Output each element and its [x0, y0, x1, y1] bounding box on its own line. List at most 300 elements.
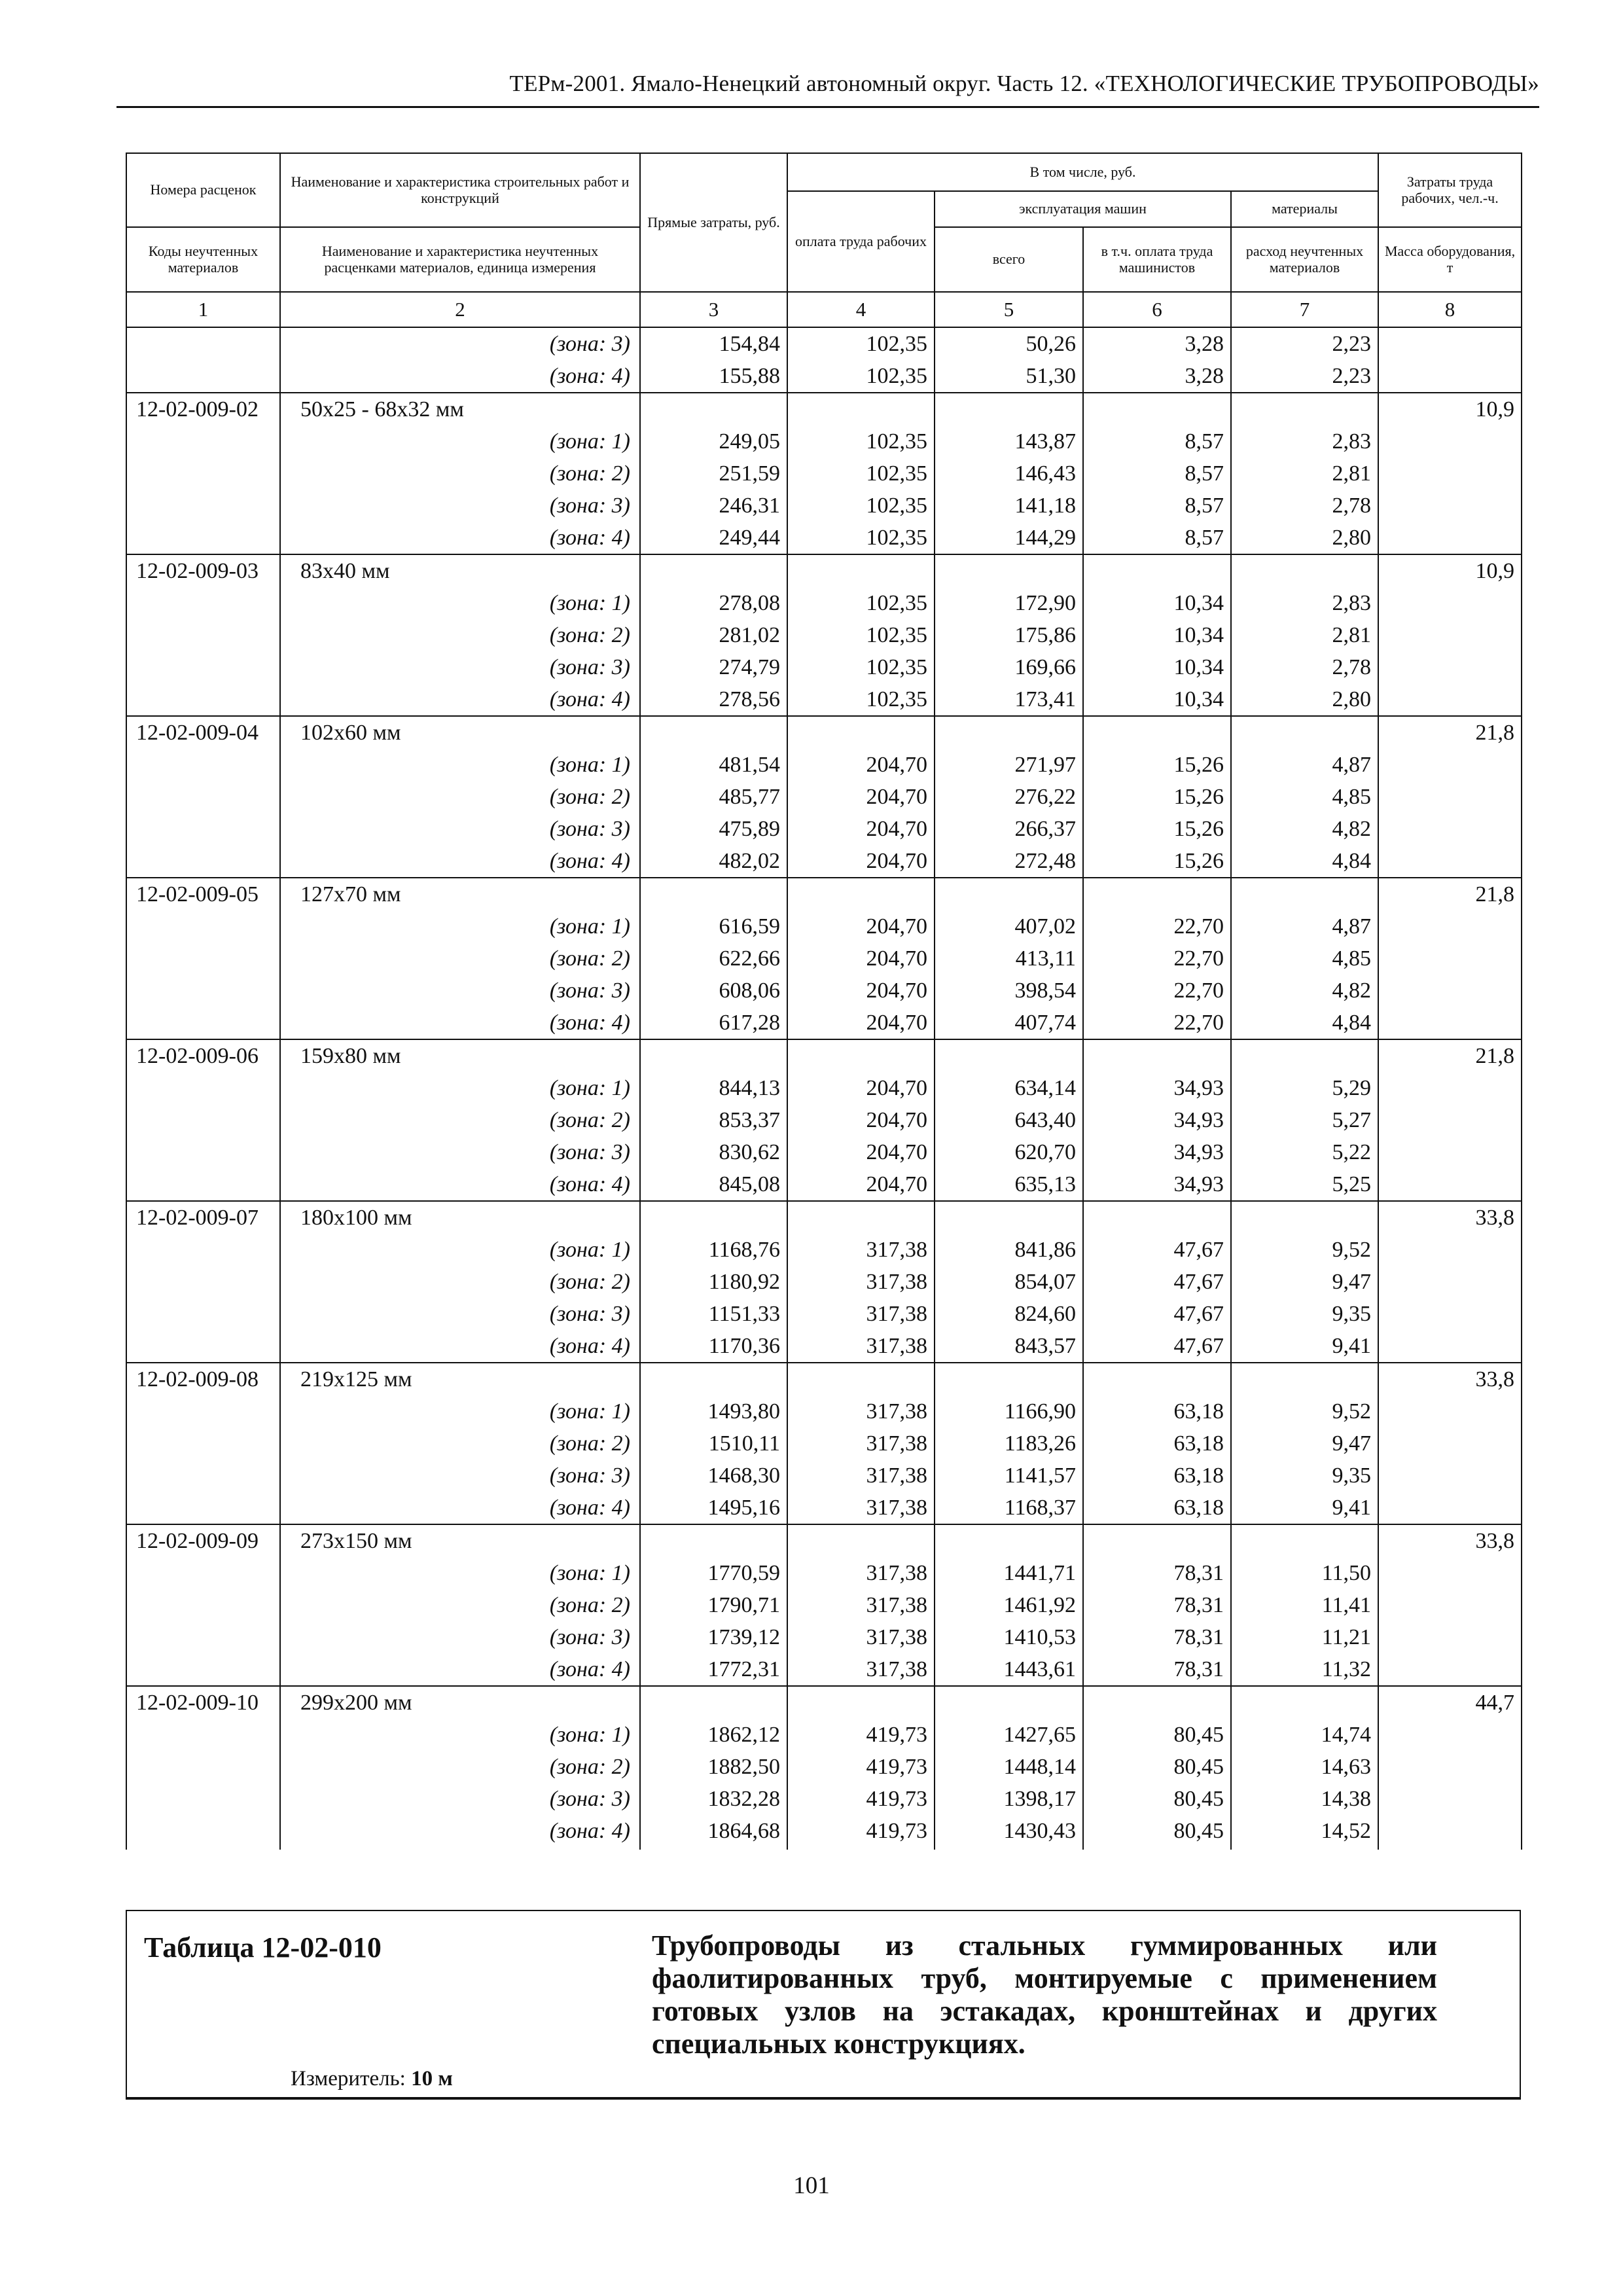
table-row — [126, 1460, 1522, 1492]
machines-total-cell: 146,43 — [935, 457, 1083, 490]
operators-pay-cell: 10,34 — [1083, 587, 1231, 619]
materials-cell: 2,81 — [1231, 619, 1378, 651]
labor-hours-cell — [1378, 1007, 1522, 1039]
zone-cell: (зона: 4) — [280, 1653, 640, 1686]
table-row — [126, 425, 1522, 457]
table-row — [126, 878, 1522, 910]
materials-cell: 9,52 — [1231, 1395, 1378, 1427]
materials-cell: 4,87 — [1231, 910, 1378, 942]
zone-cell: (зона: 4) — [280, 1815, 640, 1850]
direct-cost-cell: 617,28 — [640, 1007, 787, 1039]
labor-hours-cell — [1378, 1783, 1522, 1815]
zone-cell: (зона: 2) — [280, 619, 640, 651]
direct-cost-cell: 485,77 — [640, 781, 787, 813]
column-number: 8 — [1378, 292, 1522, 327]
direct-cost-cell: 608,06 — [640, 975, 787, 1007]
table-row — [126, 1298, 1522, 1330]
operators-pay-cell: 3,28 — [1083, 327, 1231, 360]
direct-cost-cell — [640, 716, 787, 749]
table-row — [126, 1653, 1522, 1686]
operators-pay-cell: 47,67 — [1083, 1266, 1231, 1298]
machines-total-cell: 854,07 — [935, 1266, 1083, 1298]
labor-pay-cell — [787, 1039, 935, 1072]
labor-pay-cell — [787, 1363, 935, 1395]
direct-cost-cell: 1864,68 — [640, 1815, 787, 1850]
direct-cost-cell: 1739,12 — [640, 1621, 787, 1653]
header-labor-pay: оплата труда рабочих — [787, 191, 935, 292]
header-rate-number: Номера расценок — [126, 153, 280, 227]
header-machine-operation: эксплуатация машин — [935, 191, 1231, 227]
pipe-size-cell: 102x60 мм — [280, 716, 640, 749]
labor-pay-cell — [787, 554, 935, 587]
rate-code-cell — [126, 327, 280, 360]
rate-code-cell — [126, 1427, 280, 1460]
labor-pay-cell: 419,73 — [787, 1719, 935, 1751]
operators-pay-cell: 15,26 — [1083, 813, 1231, 845]
direct-cost-cell — [640, 1363, 787, 1395]
header-unaccounted-materials: расход неучтенных материалов — [1231, 227, 1378, 292]
rate-code-cell: 12-02-009-09 — [126, 1524, 280, 1557]
labor-hours-cell: 44,7 — [1378, 1686, 1522, 1719]
table-row — [126, 619, 1522, 651]
header-including: В том числе, руб. — [787, 153, 1378, 191]
labor-hours-cell: 21,8 — [1378, 878, 1522, 910]
header-labor-hours: Затраты труда рабочих, чел.-ч. — [1378, 153, 1522, 227]
machines-total-cell: 620,70 — [935, 1136, 1083, 1168]
labor-hours-cell — [1378, 425, 1522, 457]
zone-cell: (зона: 1) — [280, 1234, 640, 1266]
table-row — [126, 1557, 1522, 1589]
labor-hours-cell — [1378, 1168, 1522, 1201]
zone-cell: (зона: 4) — [280, 360, 640, 393]
pipe-size-cell: 219x125 мм — [280, 1363, 640, 1395]
table-row — [126, 1815, 1522, 1850]
table-row — [126, 490, 1522, 522]
materials-cell — [1231, 393, 1378, 425]
rate-code-cell: 12-02-009-08 — [126, 1363, 280, 1395]
labor-hours-cell: 33,8 — [1378, 1201, 1522, 1234]
rate-code-cell — [126, 1621, 280, 1653]
direct-cost-cell: 475,89 — [640, 813, 787, 845]
direct-cost-cell: 278,56 — [640, 683, 787, 716]
operators-pay-cell: 47,67 — [1083, 1298, 1231, 1330]
table-row — [126, 457, 1522, 490]
operators-pay-cell: 34,93 — [1083, 1072, 1231, 1104]
zone-cell: (зона: 2) — [280, 1266, 640, 1298]
materials-cell: 2,83 — [1231, 587, 1378, 619]
direct-cost-cell — [640, 1686, 787, 1719]
operators-pay-cell: 10,34 — [1083, 651, 1231, 683]
direct-cost-cell — [640, 1201, 787, 1234]
operators-pay-cell: 3,28 — [1083, 360, 1231, 393]
rate-code-cell — [126, 490, 280, 522]
rate-code-cell — [126, 1653, 280, 1686]
direct-cost-cell: 251,59 — [640, 457, 787, 490]
labor-pay-cell — [787, 878, 935, 910]
zone-cell: (зона: 3) — [280, 1783, 640, 1815]
labor-pay-cell — [787, 393, 935, 425]
rate-code-cell — [126, 1072, 280, 1104]
zone-cell: (зона: 3) — [280, 975, 640, 1007]
table-row — [126, 1783, 1522, 1815]
rate-code-cell — [126, 1557, 280, 1589]
materials-cell: 5,22 — [1231, 1136, 1378, 1168]
zone-cell: (зона: 3) — [280, 490, 640, 522]
machines-total-cell: 51,30 — [935, 360, 1083, 393]
rate-code-cell — [126, 1298, 280, 1330]
rate-code-cell — [126, 781, 280, 813]
materials-cell: 5,29 — [1231, 1072, 1378, 1104]
operators-pay-cell: 80,45 — [1083, 1815, 1231, 1850]
direct-cost-cell: 1510,11 — [640, 1427, 787, 1460]
zone-cell: (зона: 3) — [280, 327, 640, 360]
labor-pay-cell: 317,38 — [787, 1234, 935, 1266]
rate-code-cell: 12-02-009-10 — [126, 1686, 280, 1719]
header-machines-total: всего — [935, 227, 1083, 292]
direct-cost-cell: 853,37 — [640, 1104, 787, 1136]
materials-cell: 2,78 — [1231, 490, 1378, 522]
machines-total-cell — [935, 1201, 1083, 1234]
rate-code-cell — [126, 1330, 280, 1363]
labor-hours-cell — [1378, 522, 1522, 554]
materials-cell: 2,80 — [1231, 522, 1378, 554]
rate-code-cell — [126, 975, 280, 1007]
rate-code-cell — [126, 522, 280, 554]
materials-cell — [1231, 1039, 1378, 1072]
materials-cell — [1231, 554, 1378, 587]
direct-cost-cell: 616,59 — [640, 910, 787, 942]
materials-cell: 2,80 — [1231, 683, 1378, 716]
machines-total-cell: 843,57 — [935, 1330, 1083, 1363]
operators-pay-cell: 15,26 — [1083, 845, 1231, 878]
table-row — [126, 1621, 1522, 1653]
labor-pay-cell: 317,38 — [787, 1557, 935, 1589]
direct-cost-cell: 1168,76 — [640, 1234, 787, 1266]
table-row — [126, 716, 1522, 749]
labor-hours-cell — [1378, 1621, 1522, 1653]
materials-cell: 9,47 — [1231, 1266, 1378, 1298]
labor-pay-cell: 102,35 — [787, 683, 935, 716]
rate-code-cell — [126, 619, 280, 651]
table-header — [126, 153, 1522, 327]
materials-cell: 4,84 — [1231, 845, 1378, 878]
materials-cell: 9,47 — [1231, 1427, 1378, 1460]
labor-pay-cell: 204,70 — [787, 1136, 935, 1168]
operators-pay-cell — [1083, 716, 1231, 749]
rate-code-cell — [126, 587, 280, 619]
materials-cell: 2,78 — [1231, 651, 1378, 683]
materials-cell: 4,87 — [1231, 749, 1378, 781]
table-row — [126, 1719, 1522, 1751]
rate-code-cell — [126, 1589, 280, 1621]
rate-code-cell: 12-02-009-05 — [126, 878, 280, 910]
operators-pay-cell: 22,70 — [1083, 975, 1231, 1007]
operators-pay-cell: 34,93 — [1083, 1168, 1231, 1201]
labor-hours-cell — [1378, 1330, 1522, 1363]
zone-cell: (зона: 2) — [280, 1751, 640, 1783]
labor-hours-cell: 33,8 — [1378, 1524, 1522, 1557]
machines-total-cell: 398,54 — [935, 975, 1083, 1007]
direct-cost-cell — [640, 554, 787, 587]
operators-pay-cell — [1083, 1363, 1231, 1395]
table-row — [126, 942, 1522, 975]
materials-cell: 4,85 — [1231, 942, 1378, 975]
table-body — [126, 327, 1522, 1850]
operators-pay-cell — [1083, 878, 1231, 910]
table-title: Трубопроводы из стальных гуммированных или фаолитированных труб, монтируемые с применением готовых узлов на эстакадах, кронштейнах и других специальных конструкциях. — [652, 1929, 1437, 2060]
labor-pay-cell: 317,38 — [787, 1395, 935, 1427]
operators-pay-cell: 63,18 — [1083, 1492, 1231, 1524]
operators-pay-cell — [1083, 1524, 1231, 1557]
labor-hours-cell — [1378, 1395, 1522, 1427]
labor-hours-cell — [1378, 1492, 1522, 1524]
materials-cell — [1231, 1524, 1378, 1557]
rate-code-cell — [126, 1492, 280, 1524]
zone-cell: (зона: 4) — [280, 1330, 640, 1363]
labor-pay-cell: 204,70 — [787, 845, 935, 878]
zone-cell: (зона: 4) — [280, 683, 640, 716]
labor-pay-cell: 317,38 — [787, 1492, 935, 1524]
direct-cost-cell: 1772,31 — [640, 1653, 787, 1686]
machines-total-cell: 1427,65 — [935, 1719, 1083, 1751]
table-row — [126, 910, 1522, 942]
materials-cell: 14,52 — [1231, 1815, 1378, 1850]
operators-pay-cell: 80,45 — [1083, 1783, 1231, 1815]
machines-total-cell: 824,60 — [935, 1298, 1083, 1330]
table-row — [126, 1492, 1522, 1524]
next-table-heading — [126, 1910, 1521, 2100]
zone-cell: (зона: 4) — [280, 522, 640, 554]
rate-code-cell — [126, 1007, 280, 1039]
table-row — [126, 651, 1522, 683]
table-row — [126, 1168, 1522, 1201]
rate-code-cell — [126, 942, 280, 975]
machines-total-cell: 1168,37 — [935, 1492, 1083, 1524]
materials-cell: 14,63 — [1231, 1751, 1378, 1783]
materials-cell: 2,81 — [1231, 457, 1378, 490]
materials-cell — [1231, 1201, 1378, 1234]
table-row — [126, 1427, 1522, 1460]
machines-total-cell — [935, 1686, 1083, 1719]
direct-cost-cell: 1495,16 — [640, 1492, 787, 1524]
machines-total-cell: 1441,71 — [935, 1557, 1083, 1589]
header-direct-costs: Прямые затраты, руб. — [640, 153, 787, 292]
labor-hours-cell — [1378, 1427, 1522, 1460]
machines-total-cell: 141,18 — [935, 490, 1083, 522]
labor-pay-cell: 204,70 — [787, 1168, 935, 1201]
direct-cost-cell: 281,02 — [640, 619, 787, 651]
labor-hours-cell — [1378, 683, 1522, 716]
machines-total-cell — [935, 393, 1083, 425]
operators-pay-cell: 78,31 — [1083, 1589, 1231, 1621]
machines-total-cell: 413,11 — [935, 942, 1083, 975]
labor-pay-cell — [787, 1201, 935, 1234]
materials-cell — [1231, 878, 1378, 910]
labor-hours-cell — [1378, 813, 1522, 845]
pipe-size-cell: 127x70 мм — [280, 878, 640, 910]
machines-total-cell — [935, 878, 1083, 910]
operators-pay-cell: 63,18 — [1083, 1460, 1231, 1492]
labor-hours-cell — [1378, 587, 1522, 619]
machines-total-cell — [935, 554, 1083, 587]
labor-pay-cell: 102,35 — [787, 457, 935, 490]
table-row — [126, 813, 1522, 845]
direct-cost-cell: 1832,28 — [640, 1783, 787, 1815]
rate-code-cell — [126, 1815, 280, 1850]
header-material-names: Наименование и характеристика неучтенных расценками материалов, единица измерения — [280, 227, 640, 292]
labor-pay-cell: 204,70 — [787, 1007, 935, 1039]
materials-cell: 4,85 — [1231, 781, 1378, 813]
table-row — [126, 554, 1522, 587]
machines-total-cell: 1430,43 — [935, 1815, 1083, 1850]
labor-hours-cell — [1378, 942, 1522, 975]
operators-pay-cell: 8,57 — [1083, 425, 1231, 457]
machines-total-cell: 175,86 — [935, 619, 1083, 651]
labor-hours-cell: 10,9 — [1378, 393, 1522, 425]
zone-cell: (зона: 1) — [280, 587, 640, 619]
direct-cost-cell: 481,54 — [640, 749, 787, 781]
machines-total-cell — [935, 1039, 1083, 1072]
machines-total-cell: 144,29 — [935, 522, 1083, 554]
labor-hours-cell — [1378, 1815, 1522, 1850]
rate-code-cell: 12-02-009-06 — [126, 1039, 280, 1072]
labor-pay-cell: 204,70 — [787, 813, 935, 845]
machines-total-cell: 407,74 — [935, 1007, 1083, 1039]
machines-total-cell: 1461,92 — [935, 1589, 1083, 1621]
labor-pay-cell: 102,35 — [787, 425, 935, 457]
zone-cell: (зона: 1) — [280, 910, 640, 942]
direct-cost-cell: 1180,92 — [640, 1266, 787, 1298]
column-number: 7 — [1231, 292, 1378, 327]
table-row — [126, 1589, 1522, 1621]
zone-cell: (зона: 3) — [280, 651, 640, 683]
table-row — [126, 1363, 1522, 1395]
labor-pay-cell: 204,70 — [787, 1104, 935, 1136]
operators-pay-cell — [1083, 1039, 1231, 1072]
rate-code-cell — [126, 749, 280, 781]
zone-cell: (зона: 1) — [280, 749, 640, 781]
labor-pay-cell: 419,73 — [787, 1783, 935, 1815]
machines-total-cell: 1443,61 — [935, 1653, 1083, 1686]
zone-cell: (зона: 3) — [280, 1621, 640, 1653]
labor-hours-cell — [1378, 457, 1522, 490]
column-number: 2 — [280, 292, 640, 327]
header-equipment-mass: Масса оборудования, т — [1378, 227, 1522, 292]
materials-cell: 14,38 — [1231, 1783, 1378, 1815]
zone-cell: (зона: 1) — [280, 425, 640, 457]
materials-cell: 4,82 — [1231, 813, 1378, 845]
labor-hours-cell — [1378, 1751, 1522, 1783]
column-number: 3 — [640, 292, 787, 327]
table-row — [126, 781, 1522, 813]
page-header — [116, 71, 1539, 108]
machines-total-cell: 266,37 — [935, 813, 1083, 845]
table-row — [126, 1395, 1522, 1427]
pipe-size-cell: 180x100 мм — [280, 1201, 640, 1234]
machines-total-cell: 635,13 — [935, 1168, 1083, 1201]
zone-cell: (зона: 3) — [280, 1460, 640, 1492]
operators-pay-cell: 8,57 — [1083, 490, 1231, 522]
operators-pay-cell: 47,67 — [1083, 1234, 1231, 1266]
direct-cost-cell: 1790,71 — [640, 1589, 787, 1621]
operators-pay-cell: 10,34 — [1083, 619, 1231, 651]
machines-total-cell — [935, 1524, 1083, 1557]
header-work-name: Наименование и характеристика строительных работ и конструкций — [280, 153, 640, 227]
machines-total-cell — [935, 716, 1083, 749]
rate-code-cell — [126, 1751, 280, 1783]
zone-cell: (зона: 3) — [280, 1136, 640, 1168]
table-row — [126, 1039, 1522, 1072]
rate-code-cell: 12-02-009-07 — [126, 1201, 280, 1234]
labor-hours-cell — [1378, 1072, 1522, 1104]
operators-pay-cell: 63,18 — [1083, 1427, 1231, 1460]
pipe-size-cell: 299x200 мм — [280, 1686, 640, 1719]
table-row — [126, 1136, 1522, 1168]
zone-cell: (зона: 1) — [280, 1557, 640, 1589]
labor-pay-cell: 317,38 — [787, 1589, 935, 1621]
operators-pay-cell: 15,26 — [1083, 749, 1231, 781]
materials-cell: 11,32 — [1231, 1653, 1378, 1686]
table-row — [126, 683, 1522, 716]
page-number: 101 — [793, 2172, 830, 2199]
labor-hours-cell: 10,9 — [1378, 554, 1522, 587]
labor-hours-cell — [1378, 360, 1522, 393]
direct-cost-cell — [640, 1524, 787, 1557]
materials-cell: 5,25 — [1231, 1168, 1378, 1201]
zone-cell: (зона: 2) — [280, 457, 640, 490]
materials-cell: 14,74 — [1231, 1719, 1378, 1751]
table-row — [126, 587, 1522, 619]
pipe-size-cell: 50x25 - 68x32 мм — [280, 393, 640, 425]
labor-pay-cell: 102,35 — [787, 651, 935, 683]
materials-cell: 9,35 — [1231, 1460, 1378, 1492]
zone-cell: (зона: 4) — [280, 845, 640, 878]
table-row — [126, 845, 1522, 878]
rate-code-cell — [126, 910, 280, 942]
labor-hours-cell — [1378, 1460, 1522, 1492]
labor-hours-cell — [1378, 1234, 1522, 1266]
table-row — [126, 1104, 1522, 1136]
machines-total-cell: 276,22 — [935, 781, 1083, 813]
machines-total-cell: 143,87 — [935, 425, 1083, 457]
machines-total-cell: 1166,90 — [935, 1395, 1083, 1427]
rate-code-cell — [126, 683, 280, 716]
operators-pay-cell — [1083, 393, 1231, 425]
direct-cost-cell: 845,08 — [640, 1168, 787, 1201]
rate-code-cell: 12-02-009-04 — [126, 716, 280, 749]
direct-cost-cell: 1170,36 — [640, 1330, 787, 1363]
labor-hours-cell — [1378, 490, 1522, 522]
zone-cell: (зона: 2) — [280, 1427, 640, 1460]
column-number: 6 — [1083, 292, 1231, 327]
materials-cell: 11,50 — [1231, 1557, 1378, 1589]
direct-cost-cell: 1882,50 — [640, 1751, 787, 1783]
labor-pay-cell: 419,73 — [787, 1751, 935, 1783]
operators-pay-cell: 34,93 — [1083, 1104, 1231, 1136]
labor-pay-cell: 317,38 — [787, 1653, 935, 1686]
labor-hours-cell: 33,8 — [1378, 1363, 1522, 1395]
table-row — [126, 360, 1522, 393]
materials-cell — [1231, 1686, 1378, 1719]
labor-hours-cell — [1378, 651, 1522, 683]
operators-pay-cell: 78,31 — [1083, 1653, 1231, 1686]
rate-code-cell — [126, 1104, 280, 1136]
operators-pay-cell: 80,45 — [1083, 1719, 1231, 1751]
direct-cost-cell: 1468,30 — [640, 1460, 787, 1492]
labor-pay-cell: 102,35 — [787, 619, 935, 651]
machines-total-cell: 272,48 — [935, 845, 1083, 878]
direct-cost-cell: 622,66 — [640, 942, 787, 975]
